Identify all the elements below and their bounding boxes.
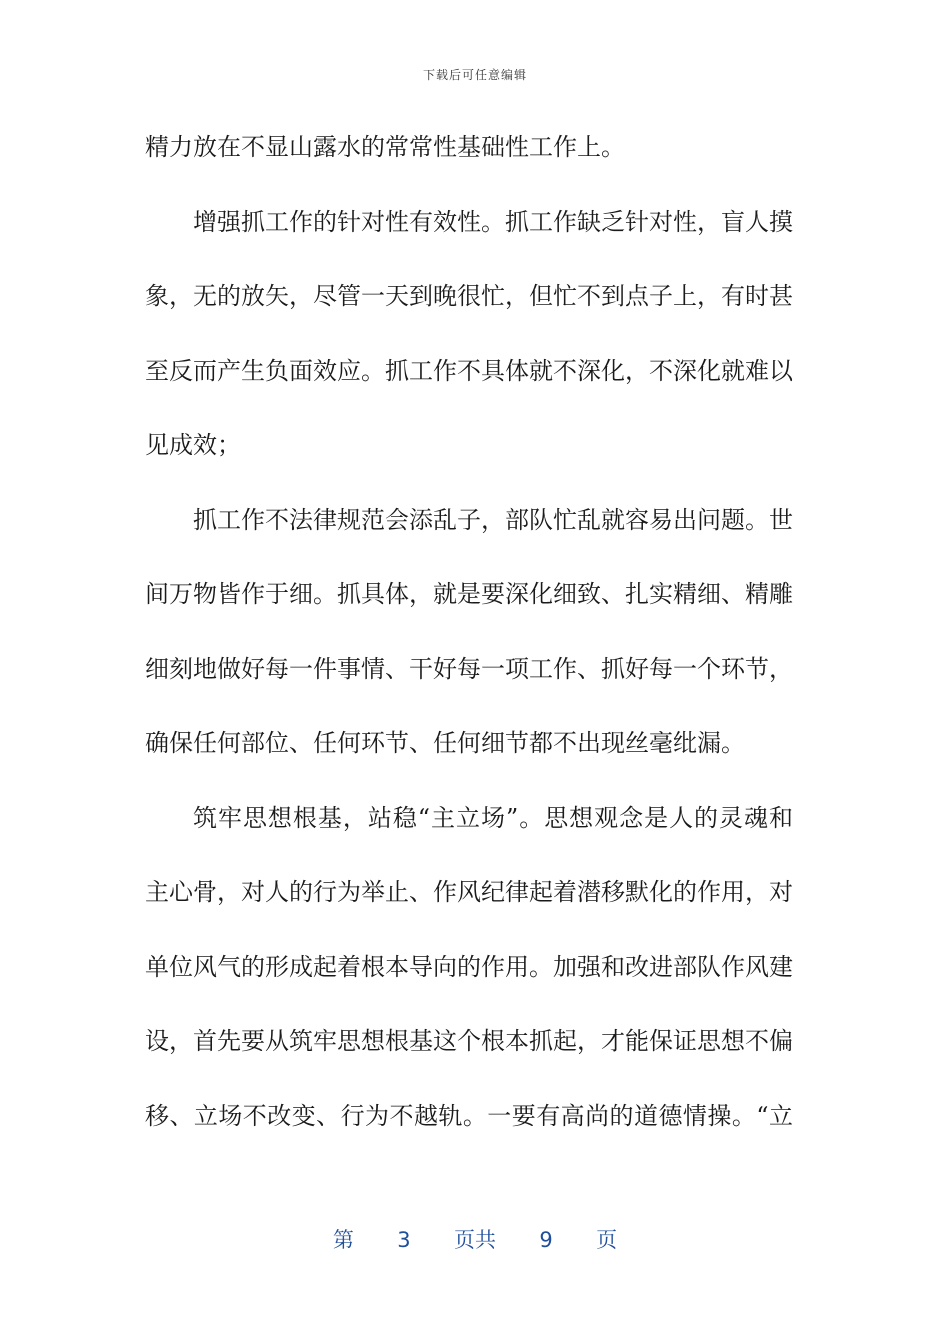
text-line: 确保任何部位、任何环节、任何细节都不出现丝毫纰漏。 — [145, 729, 745, 757]
text-line: 象，无的放矢，尽管一天到晚很忙，但忙不到点子上，有时甚 — [145, 282, 793, 310]
text-line: 增强抓工作的针对性有效性。抓工作缺乏针对性，盲人摸 — [193, 207, 793, 236]
text-line: 主心骨，对人的行为举止、作风纪律起着潜移默化的作用，对 — [145, 878, 793, 906]
text-line: 单位风气的形成起着根本导向的作用。加强和改进部队作风建 — [145, 952, 793, 981]
text-line: 筑牢思想根基，站稳“主立场”。思想观念是人的灵魂和 — [193, 803, 793, 832]
text-line: 抓工作不法律规范会添乱子，部队忙乱就容易出问题。世 — [193, 505, 793, 534]
page-label-mid: 页共 — [454, 1228, 496, 1252]
page-label-suffix: 页 — [596, 1228, 618, 1252]
text-line: 设，首先要从筑牢思想根基这个根本抓起，才能保证思想不偏 — [145, 1027, 793, 1055]
page-label-prefix: 第 — [332, 1228, 354, 1252]
current-page-number: 3 — [397, 1228, 411, 1252]
text-line: 间万物皆作于细。抓具体，就是要深化细致、扎实精细、精雕 — [145, 580, 793, 608]
page-header: 下载后可任意编辑 — [422, 68, 527, 82]
text-line: 精力放在不显山露水的常常性基础性工作上。 — [145, 133, 625, 161]
text-line: 细刻地做好每一件事情、干好每一项工作、抓好每一个环节， — [145, 654, 793, 683]
text-line: 至反而产生负面效应。抓工作不具体就不深化，不深化就难以 — [145, 356, 793, 385]
page-footer — [0, 1224, 950, 1254]
text-line: 见成效； — [145, 431, 241, 459]
text-line: 移、立场不改变、行为不越轨。一要有高尚的道德情操。“立 — [145, 1101, 793, 1130]
total-pages-number: 9 — [539, 1228, 553, 1252]
document-body — [145, 118, 793, 1161]
